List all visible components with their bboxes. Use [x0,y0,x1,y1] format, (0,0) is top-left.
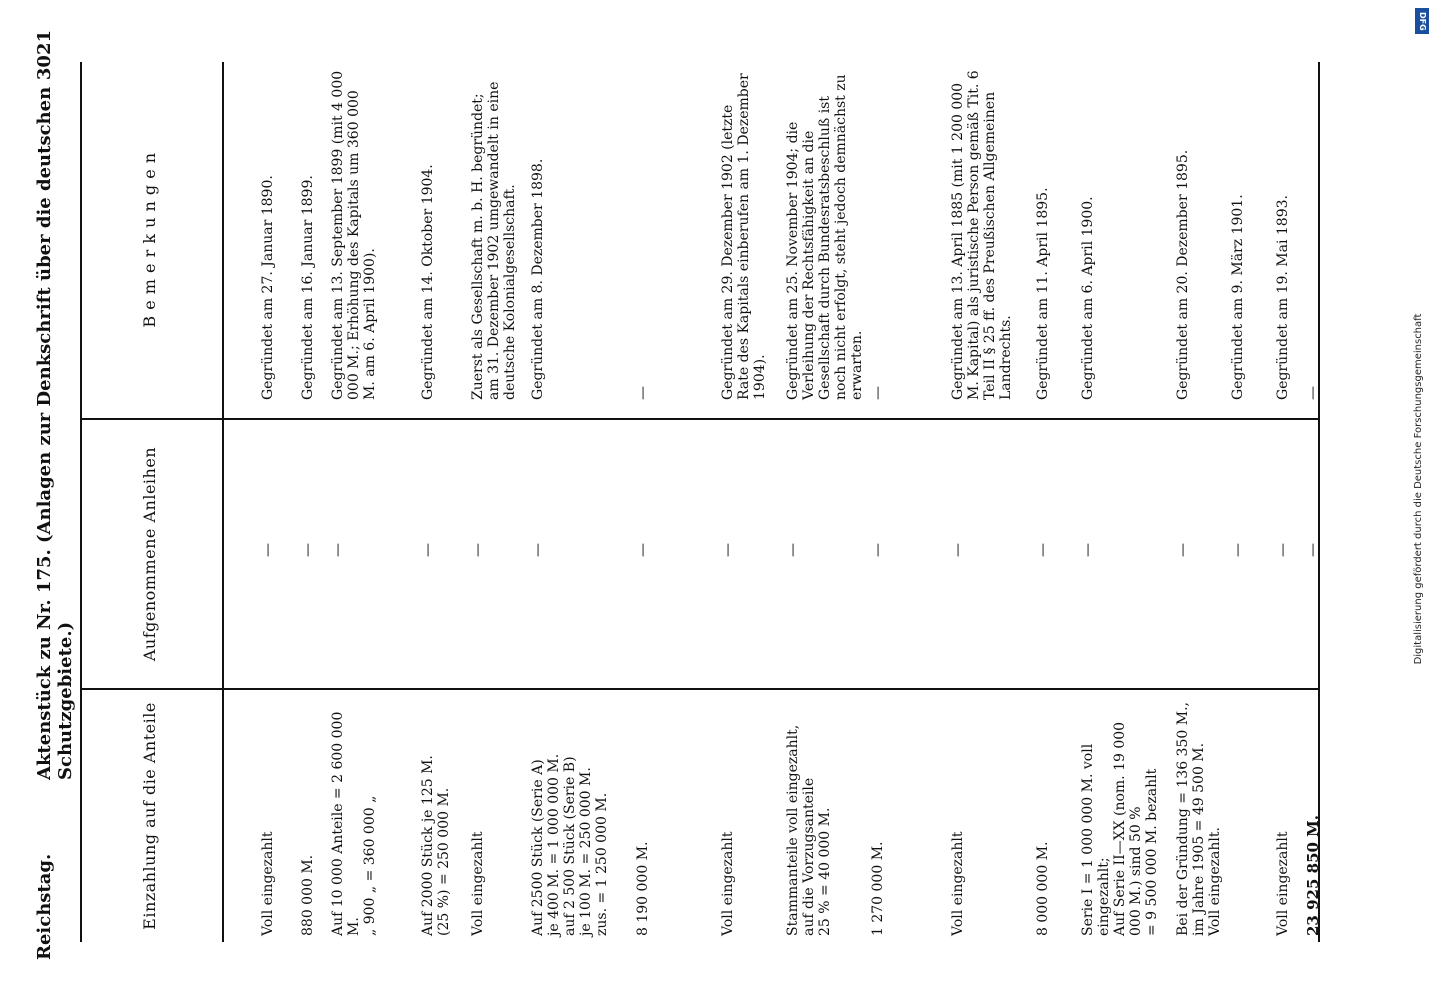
loans-cell: — [720,543,736,557]
payment-cell: Stammanteile voll eingezahlt, auf die Vorzugsanteile 25 % = 40 000 M. [785,724,833,936]
loans-cell: — [330,543,346,557]
payment-cell: Bei der Gründung = 136 350 M., im Jahre 1905 = 49 500 M. Voll eingezahlt. [1175,702,1223,936]
loans-cell: — [1035,543,1051,557]
remarks-cell: — [635,386,651,400]
loans-cell: — [530,543,546,557]
payment-cell: Voll eingezahlt [950,831,966,936]
payment-cell: Auf 2500 Stück (Serie A) je 400 M. = 1 000 000 M. auf 2 500 Stück (Serie B) je 100 M. = 250 000 M. zus. = 1 250 000 M. [530,753,610,936]
payment-cell: 8 190 000 M. [635,841,651,936]
payment-cell: Voll eingezahlt [470,831,486,936]
dfg-logo: DFG [1415,8,1429,34]
remarks-cell: Gegründet am 20. Dezember 1895. [1175,149,1191,400]
remarks-cell: Gegründet am 13. April 1885 (mit 1 200 000 M. Kapital) als juristische Person gemäß Tit. 6 Teil II § 25 ff. des Preußischen Allgemeinen Landrechts. [950,70,1014,400]
payment-cell: Auf 2000 Stück je 125 M. (25 %) = 250 000 M. [420,755,452,936]
remarks-cell: Gegründet am 16. Januar 1899. [300,175,316,400]
payment-cell: 880 000 M. [300,854,316,936]
loans-cell: — [260,543,276,557]
header-left: Reichstag. [34,853,55,960]
payment-cell: 1 270 000 M. [870,841,886,936]
remarks-cell: Gegründet am 29. Dezember 1902 (letzte Rate des Kapitals einberufen am 1. Dezember 1904). [720,73,768,400]
remarks-cell: Gegründet am 11. April 1895. [1035,187,1051,400]
column-header-remarks: B e m e r k u n g e n [140,152,159,328]
loans-cell: — [300,543,316,557]
loans-cell: — [1175,543,1191,557]
page-header [34,30,76,960]
remarks-cell: — [1305,386,1321,400]
payment-cell: Voll eingezahlt [260,831,276,936]
column-header-payment: Einzahlung auf die Anteile [140,702,159,930]
payment-cell: Voll eingezahlt [720,831,736,936]
col-sep-2 [82,418,1320,420]
remarks-cell: Gegründet am 14. Oktober 1904. [420,164,436,400]
page-number: 3021 [34,30,55,81]
remarks-cell: Zuerst als Gesellschaft m. b. H. begründet; am 31. Dezember 1902 umgewandelt in eine deutsche Kolonialgesellschaft. [470,81,518,400]
table-top-rule [80,62,82,942]
remarks-cell: Gegründet am 6. April 1900. [1080,196,1096,400]
header-bottom-rule [222,62,224,942]
remarks-cell: Gegründet am 9. März 1901. [1230,194,1246,400]
loans-cell: — [635,543,651,557]
loans-cell: — [785,543,801,557]
payment-cell: Voll eingezahlt [1275,831,1291,936]
loans-cell: — [1275,543,1291,557]
loans-cell: — [1305,543,1321,557]
remarks-cell: Gegründet am 8. Dezember 1898. [530,158,546,400]
remarks-cell: — [870,386,886,400]
header-title: Aktenstück zu Nr. 175. (Anlagen zur Denkschrift über die deutschen Schutzgebiete.) [34,86,76,780]
loans-cell: — [1080,543,1096,557]
remarks-cell: Gegründet am 27. Januar 1890. [260,175,276,400]
col-sep-1 [82,688,1320,690]
payment-cell: 8 000 000 M. [1035,841,1051,936]
dfg-credit: Digitalisierung gefördert durch die Deutsche Forschungsgemeinschaft [1413,313,1424,665]
payment-cell: 23 925 850 M. [1304,815,1322,936]
remarks-cell: Gegründet am 25. November 1904; die Verleihung der Rechtsfähigkeit an die Gesellschaft durch Bundesratsbeschluß ist noch nicht erfolgt, steht jedoch demnächst zu erwarten. [785,74,865,400]
payment-cell: Serie I = 1 000 000 M. voll eingezahlt; Auf Serie II—XX (nom. 19 000 000 M.) sind 50 % = 9 500 000 M. bezahlt [1080,721,1160,936]
loans-cell: — [470,543,486,557]
payment-cell: Auf 10 000 Anteile = 2 600 000 M. „ 900 „ = 360 000 „ [330,711,378,936]
loans-cell: — [1230,543,1246,557]
loans-cell: — [870,543,886,557]
loans-cell: — [420,543,436,557]
column-header-loans: Aufgenommene Anleihen [140,446,159,662]
remarks-cell: Gegründet am 13. September 1899 (mit 4 000 000 M.; Erhöhung des Kapitals um 360 000 M. am 6. April 1900). [330,70,378,400]
loans-cell: — [950,543,966,557]
remarks-cell: Gegründet am 19. Mai 1893. [1275,195,1291,400]
dfg-sidebar [1412,0,1434,1000]
